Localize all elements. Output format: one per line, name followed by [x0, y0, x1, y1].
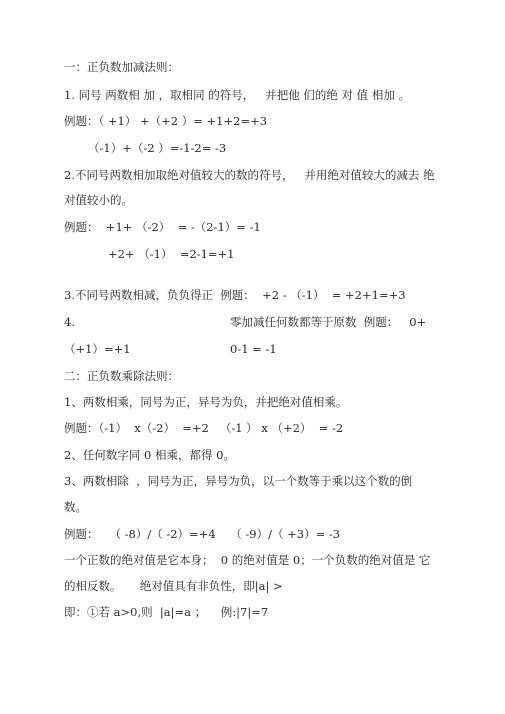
rule-2-text-line-2: 对值较小的。	[64, 193, 133, 207]
rule-2-example-1: 例题： +1+ （-2） = -（2-1）= -1	[64, 220, 261, 234]
section-1-title: 一：正负数加减法则：	[64, 60, 179, 74]
rule-4-example-a: （+1）=+1	[64, 342, 131, 356]
rule-1-text: 1. 同号 两数相 加 ，取相同 的符号， 并把他 们的绝 对 值 相加 。	[64, 88, 410, 102]
rule-1-example-2: （-1）+（-2 ）=-1-2= -3	[88, 141, 227, 155]
section-2-title: 二：正负数乘除法则：	[64, 369, 179, 383]
div-rule-3-example: 例题： （ -8）/（ -2）=+4 （ -9）/（ +3）= -3	[64, 527, 341, 541]
rule-3-text: 3.不同号两数相减，负负得正 例题： +2 - （-1） = +2+1=+3	[64, 288, 406, 302]
mult-rule-1-example: 例题：（-1） x（-2） =+2 （-1 ） x （+2） = -2	[64, 421, 344, 435]
rule-4-number: 4.	[64, 315, 75, 329]
rule-1-example-1: 例题：（ +1） +（+2 ）= +1+2=+3	[64, 114, 268, 128]
mult-rule-1-text: 1、两数相乘，同号为正，异号为负，并把绝对值相乘。	[64, 395, 348, 409]
absolute-value-line-2: 的相反数。 绝对值具有非负性，即|a| >	[64, 579, 283, 593]
rule-4-text: 零加减任何数都等于原数 例题： 0+	[230, 315, 427, 329]
rule-2-text-line-1: 2.不同号两数相加取绝对值较大的数的符号， 并用绝对值较大的减去 绝	[64, 168, 435, 182]
div-rule-3-text-line-2: 数。	[64, 500, 87, 514]
absolute-value-line-1: 一个正数的绝对值是它本身； 0 的绝对值是 0；一个负数的绝对值是 它	[64, 553, 431, 567]
absolute-value-line-3: 即：①若 a>0,则 |a|=a ； 例:|7|=7	[64, 605, 269, 619]
div-rule-3-text-line-1: 3、两数相除 ，同号为正，异号为负，以一个数等于乘以这个数的倒	[64, 474, 413, 488]
rule-4-example-b: 0-1 = -1	[230, 342, 277, 356]
mult-rule-2-text: 2、任何数字同 0 相乘，都得 0。	[64, 448, 235, 462]
rule-2-example-2: +2+ （-1） =2-1=+1	[108, 247, 235, 261]
